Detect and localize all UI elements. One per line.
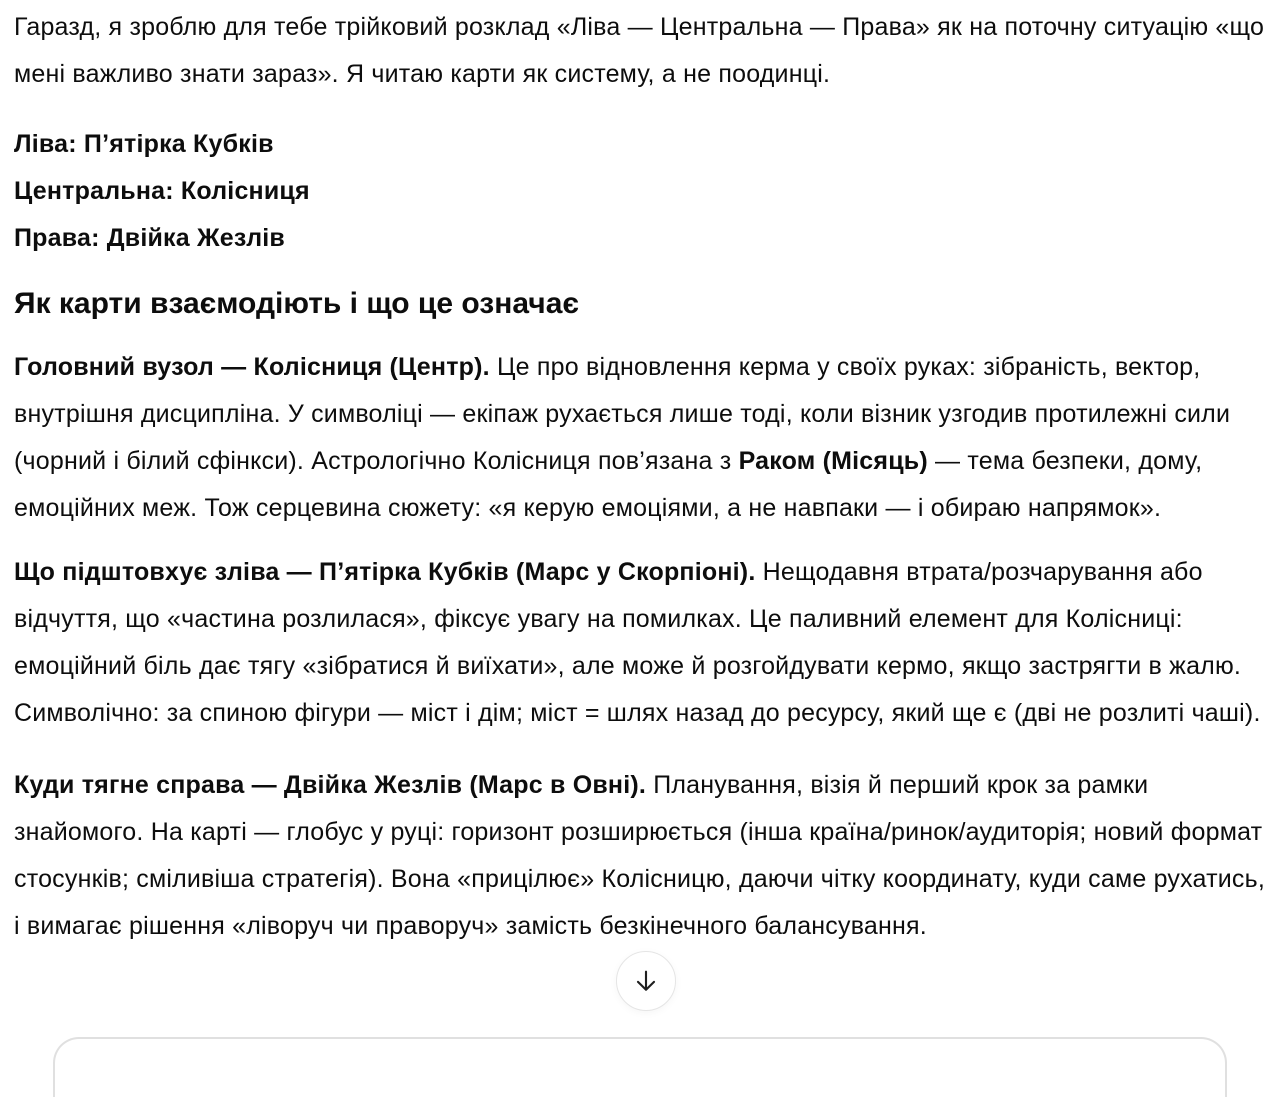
bold-segment: Куди тягне справа — Двійка Жезлів (Марс в Овні). bbox=[14, 771, 647, 799]
paragraph-five-of-cups-left bbox=[14, 549, 1266, 737]
spread-lines bbox=[14, 121, 1266, 262]
bold-segment: Раком (Місяць) bbox=[738, 447, 928, 475]
text-segment: Планування, візія й перший крок за рамки знайомого. На карті — глобус у руці: горизонт розширюється (інша країна/ринок/аудиторія; новий формат стосунків; сміливіша стратегія). Вона «прицілює» Колісницю, даючи чітку координату, куди саме рухатись, і вимагає рішення «ліворуч чи праворуч» замість безкінечного балансування. bbox=[14, 771, 1265, 940]
scroll-to-bottom-button[interactable] bbox=[616, 951, 676, 1011]
text-segment: — тема безпеки, дому, емоційних меж. Тож серцевина сюжету: «я керую емоціями, а не навпаки — і обираю напрямок». bbox=[14, 447, 1203, 522]
spread-line-center: Центральна: Колісниця bbox=[14, 177, 310, 205]
paragraph-two-of-wands-right bbox=[14, 762, 1266, 950]
paragraph-chariot-center bbox=[14, 344, 1266, 532]
text-segment: Нещодавня втрата/розчарування або відчуття, що «частина розлилася», фіксує увагу на помилках. Це паливний елемент для Колісниці: емоційний біль дає тягу «зібратися й виїхати», але може й розгойдувати кермо, якщо застрягти в жалю. Символічно: за спиною фігури — міст і дім; міст = шлях назад до ресурсу, який ще є (дві не розлиті чаші). bbox=[14, 558, 1261, 727]
arrow-down-icon bbox=[631, 966, 661, 996]
spread-line-right: Права: Двійка Жезлів bbox=[14, 224, 286, 252]
text-segment: Це про відновлення керма у своїх руках: зібраність, вектор, внутрішня дисципліна. У символіці — екіпаж рухається лише тоді, коли візник узгодив протилежні сили (чорний і білий сфінкси). Астрологічно Колісниця пов’язана з bbox=[14, 353, 1231, 475]
intro-paragraph: Гаразд, я зроблю для тебе трійковий розклад «Ліва — Центральна — Права» як на поточну ситуацію «що мені важливо знати зараз». Я читаю карти як систему, а не поодинці. bbox=[14, 13, 1265, 88]
bold-segment: Що підштовхує зліва — П’ятірка Кубків (Марс у Скорпіоні). bbox=[14, 558, 756, 586]
composer-input[interactable] bbox=[53, 1037, 1227, 1097]
spread-line-left: Ліва: П’ятірка Кубків bbox=[14, 130, 274, 158]
bold-segment: Головний вузол — Колісниця (Центр). bbox=[14, 353, 490, 381]
section-heading: Як карти взаємодіють і що це означає bbox=[14, 287, 579, 320]
